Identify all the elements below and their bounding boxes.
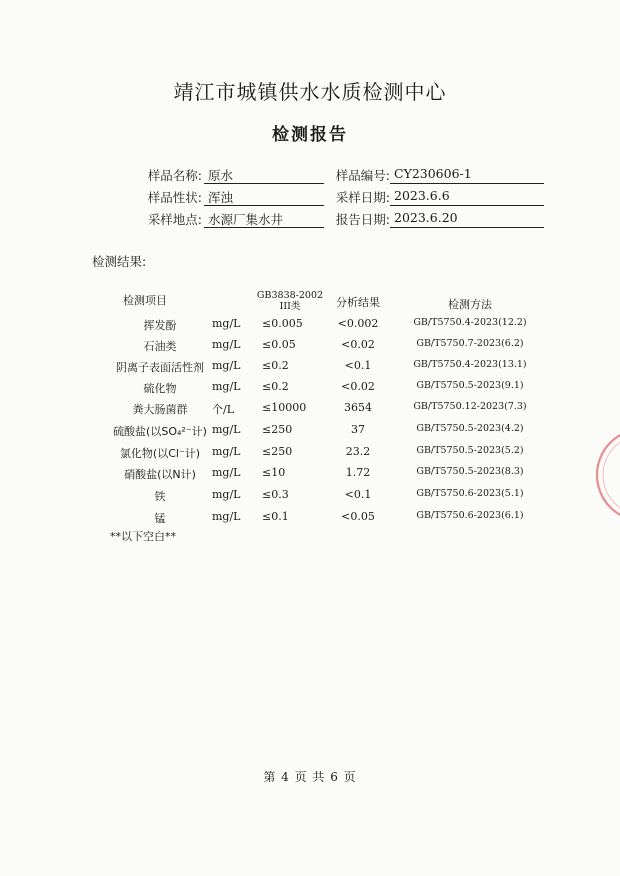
cell-limit: ≤250 — [262, 445, 293, 458]
sample-name-value: 原水 — [204, 166, 324, 184]
cell-limit: ≤250 — [262, 423, 293, 436]
cell-result: <0.02 — [341, 380, 375, 393]
cell-item: 硫酸盐(以SO₄²⁻计) — [113, 425, 207, 438]
report-title: 检测报告 — [272, 125, 348, 145]
cell-result: <0.002 — [337, 317, 379, 330]
header-standard-line2: III类 — [279, 301, 301, 312]
table-row — [0, 359, 620, 379]
cell-limit: ≤0.1 — [262, 510, 289, 523]
cell-result: 37 — [351, 423, 365, 436]
cell-item: 挥发酚 — [143, 319, 177, 332]
cell-unit: mg/L — [212, 338, 241, 351]
report-date-value: 2023.6.20 — [390, 210, 544, 228]
sample-state-value: 浑浊 — [204, 188, 324, 206]
cell-result: 1.72 — [345, 466, 371, 479]
cell-unit: mg/L — [212, 510, 241, 523]
page-footer: 第 4 页 共 6 页 — [263, 770, 357, 784]
red-seal-stamp — [588, 420, 620, 530]
cell-limit: ≤10 — [262, 466, 286, 479]
sample-name-label: 样品名称: — [147, 168, 202, 183]
cell-method: GB/T5750.5-2023(8.3) — [416, 466, 524, 477]
cell-result: <0.05 — [341, 510, 375, 523]
table-row — [0, 510, 620, 530]
sampling-location-value: 水源厂集水井 — [204, 210, 324, 228]
cell-result: <0.1 — [344, 359, 372, 372]
org-title: 靖江市城镇供水水质检测中心 — [173, 80, 447, 104]
end-of-content-note: **以下空白** — [110, 530, 176, 543]
cell-method: GB/T5750.7-2023(6.2) — [416, 338, 524, 349]
header-standard — [250, 290, 330, 312]
cell-unit: mg/L — [212, 359, 241, 372]
header-standard-line1: GB3838-2002 — [256, 290, 324, 301]
cell-limit: ≤0.3 — [262, 488, 289, 501]
cell-item: 硝酸盐(以N计) — [124, 468, 196, 481]
cell-limit: ≤10000 — [262, 401, 307, 414]
cell-limit: ≤0.2 — [262, 380, 289, 393]
table-row — [0, 317, 620, 337]
cell-unit: 个/L — [212, 403, 235, 416]
cell-unit: mg/L — [212, 445, 241, 458]
cell-method: GB/T5750.4-2023(13.1) — [413, 359, 527, 370]
table-row — [0, 488, 620, 508]
cell-limit: ≤0.05 — [262, 338, 296, 351]
cell-method: GB/T5750.12-2023(7.3) — [413, 401, 527, 412]
info-row-3 — [0, 210, 620, 230]
cell-method: GB/T5750.6-2023(5.1) — [416, 488, 524, 499]
table-row — [0, 423, 620, 443]
cell-method: GB/T5750.6-2023(6.1) — [416, 510, 524, 521]
header-item: 检测项目 — [123, 294, 167, 307]
cell-method: GB/T5750.5-2023(4.2) — [416, 423, 524, 434]
sample-number-value: CY230606-1 — [390, 166, 544, 184]
cell-method: GB/T5750.4-2023(12.2) — [413, 317, 527, 328]
cell-method: GB/T5750.5-2023(9.1) — [416, 380, 524, 391]
cell-result: <0.1 — [344, 488, 372, 501]
results-label: 检测结果: — [92, 254, 147, 269]
table-row — [0, 380, 620, 400]
cell-item: 硫化物 — [143, 382, 177, 395]
table-row — [0, 401, 620, 421]
cell-unit: mg/L — [212, 380, 241, 393]
cell-limit: ≤0.005 — [262, 317, 303, 330]
cell-result: <0.02 — [341, 338, 375, 351]
sampling-date-label: 采样日期: — [335, 190, 390, 205]
cell-item: 粪大肠菌群 — [132, 403, 188, 416]
cell-unit: mg/L — [212, 423, 241, 436]
cell-limit: ≤0.2 — [262, 359, 289, 372]
cell-result: 23.2 — [345, 445, 371, 458]
info-row-2 — [0, 188, 620, 208]
info-row-1 — [0, 166, 620, 186]
cell-unit: mg/L — [212, 466, 241, 479]
cell-item: 石油类 — [143, 340, 177, 353]
sample-number-label: 样品编号: — [335, 168, 390, 183]
cell-item: 锰 — [154, 512, 166, 525]
cell-unit: mg/L — [212, 317, 241, 330]
cell-item: 阴离子表面活性剂 — [116, 361, 204, 374]
cell-method: GB/T5750.5-2023(5.2) — [416, 445, 524, 456]
table-row — [0, 338, 620, 358]
cell-result: 3654 — [344, 401, 372, 414]
sample-state-label: 样品性状: — [147, 190, 202, 205]
cell-unit: mg/L — [212, 488, 241, 501]
header-result: 分析结果 — [336, 296, 380, 309]
table-row — [0, 466, 620, 486]
header-method: 检测方法 — [448, 298, 492, 311]
report-date-label: 报告日期: — [335, 212, 390, 227]
table-row — [0, 445, 620, 465]
cell-item: 铁 — [154, 490, 166, 503]
sampling-location-label: 采样地点: — [147, 212, 202, 227]
cell-item: 氯化物(以Cl⁻计) — [119, 447, 201, 460]
sampling-date-value: 2023.6.6 — [390, 188, 544, 206]
seal-ring — [597, 429, 620, 521]
